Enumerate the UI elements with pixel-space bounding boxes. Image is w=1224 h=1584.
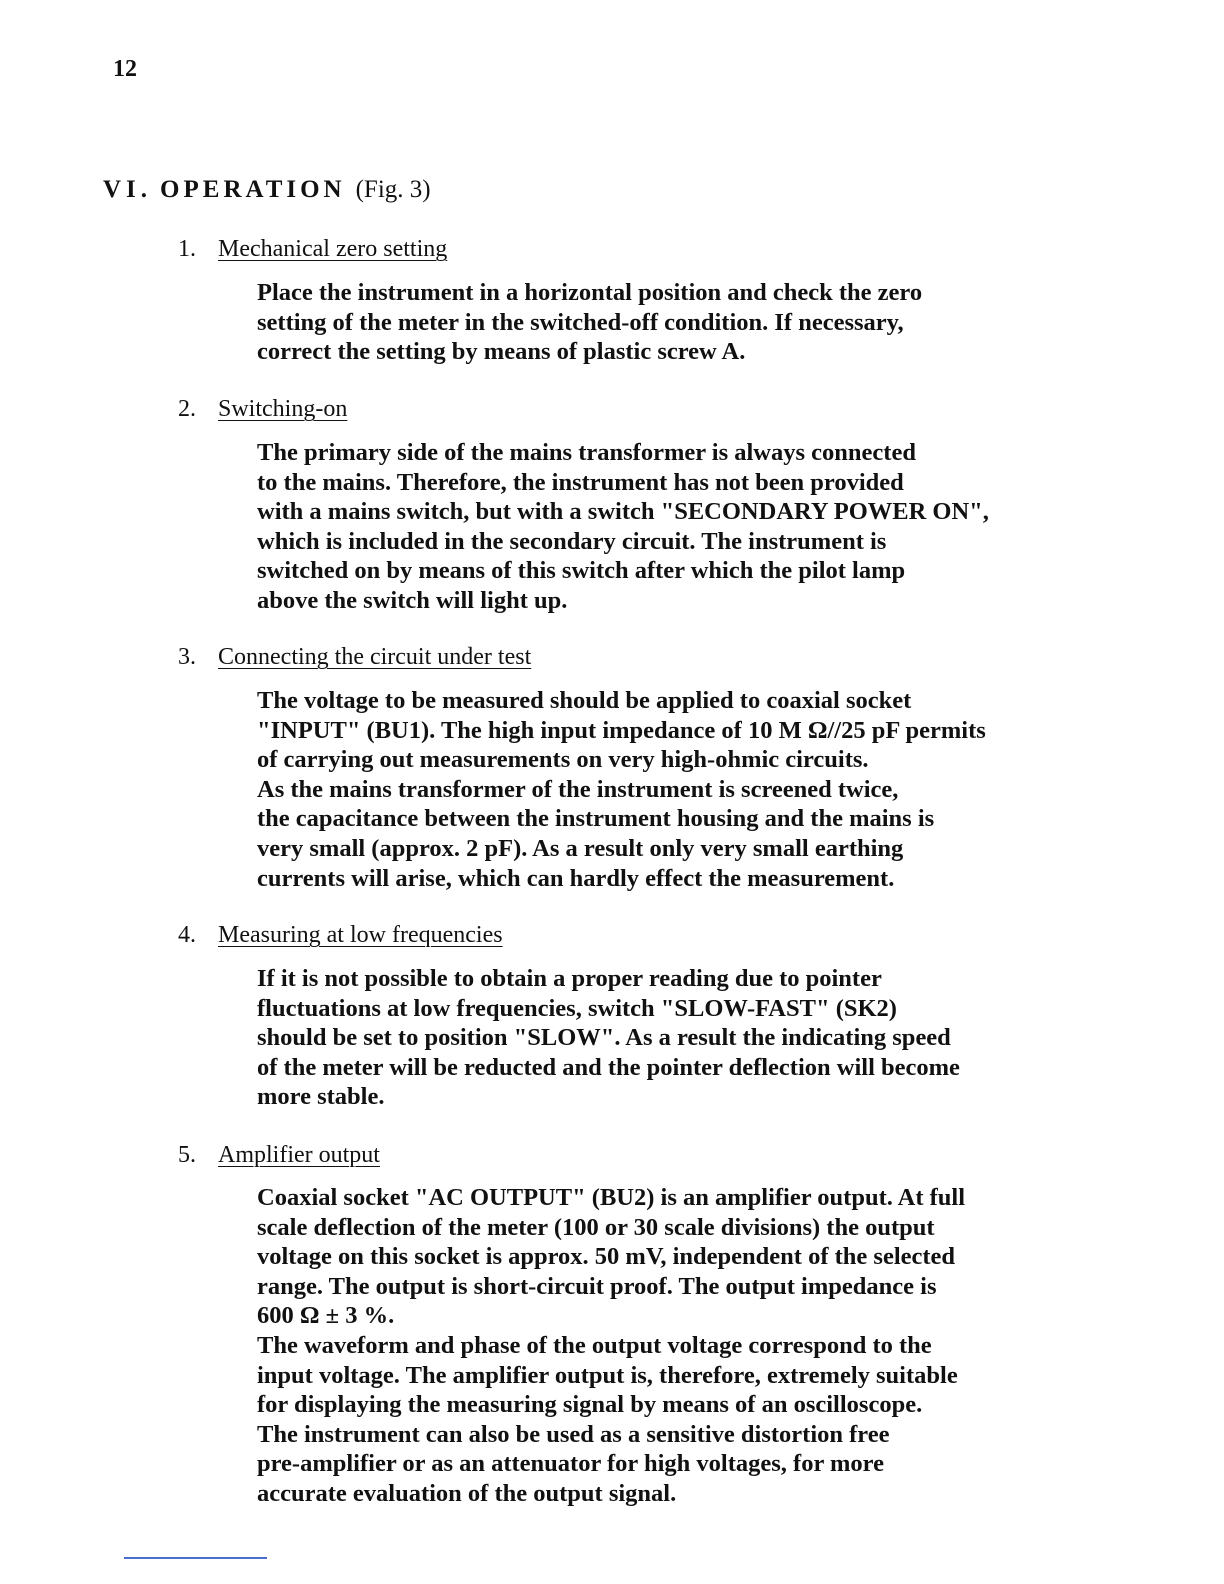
text-line: of carrying out measurements on very high-ohmic circuits. bbox=[257, 746, 869, 774]
text-line: to the mains. Therefore, the instrument has not been provided bbox=[257, 468, 904, 496]
text-line: pre-amplifier or as an attenuator for high voltages, for more bbox=[257, 1450, 884, 1478]
text-line: should be set to position "SLOW". As a result the indicating speed bbox=[257, 1024, 951, 1052]
text-line: Coaxial socket "AC OUTPUT" (BU2) is an amplifier output. At full bbox=[257, 1184, 966, 1211]
text-line: Place the instrument in a horizontal position and check the zero bbox=[257, 279, 923, 306]
text-line: If it is not possible to obtain a proper reading due to pointer bbox=[257, 965, 882, 992]
text-line: which is included in the secondary circuit. The instrument is bbox=[257, 527, 887, 555]
text-line: scale deflection of the meter (100 or 30 scale divisions) the output bbox=[257, 1213, 935, 1241]
text-line: The voltage to be measured should be applied to coaxial socket bbox=[257, 687, 912, 714]
section-number: 1. bbox=[178, 236, 196, 262]
chapter-number: VI. bbox=[103, 176, 153, 203]
text-line: input voltage. The amplifier output is, therefore, extremely suitable bbox=[257, 1361, 958, 1389]
section-heading-mechanical-zero bbox=[178, 236, 447, 263]
text-line: currents will arise, which can hardly effect the measurement. bbox=[257, 864, 895, 892]
text-line: As the mains transformer of the instrument is screened twice, bbox=[257, 775, 899, 803]
section-body-low-frequencies bbox=[257, 964, 960, 1112]
chapter-heading bbox=[103, 176, 431, 204]
text-line: The instrument can also be used as a sensitive distortion free bbox=[257, 1420, 890, 1448]
text-line: "INPUT" (BU1). The high input impedance of 10 M Ω//25 pF permits bbox=[257, 716, 986, 744]
text-line: The primary side of the mains transformer is always connected bbox=[257, 439, 916, 466]
text-line: voltage on this socket is approx. 50 mV, independent of the selected bbox=[257, 1243, 956, 1271]
section-body-connecting-circuit bbox=[257, 686, 986, 893]
section-number: 5. bbox=[178, 1142, 196, 1168]
section-body-mechanical-zero bbox=[257, 278, 922, 367]
text-line: the capacitance between the instrument housing and the mains is bbox=[257, 805, 935, 833]
text-line: switched on by means of this switch after which the pilot lamp bbox=[257, 557, 906, 585]
section-heading-low-frequencies bbox=[178, 922, 503, 949]
chapter-title: OPERATION bbox=[160, 176, 346, 203]
text-line: with a mains switch, but with a switch "SECONDARY POWER ON", bbox=[257, 498, 989, 526]
section-body-switching-on bbox=[257, 438, 989, 616]
text-line: 600 Ω ± 3 %. bbox=[257, 1302, 395, 1330]
text-line: accurate evaluation of the output signal. bbox=[257, 1479, 677, 1507]
section-title: Connecting the circuit under test bbox=[218, 644, 532, 670]
section-title: Amplifier output bbox=[218, 1142, 380, 1168]
text-line: setting of the meter in the switched-off condition. If necessary, bbox=[257, 308, 904, 336]
section-title: Switching-on bbox=[218, 396, 348, 422]
chapter-figure-ref: (Fig. 3) bbox=[355, 176, 431, 203]
section-heading-connecting-circuit bbox=[178, 644, 531, 671]
section-title: Measuring at low frequencies bbox=[218, 922, 503, 948]
text-line: very small (approx. 2 pF). As a result only very small earthing bbox=[257, 834, 904, 862]
text-line: above the switch will light up. bbox=[257, 586, 568, 614]
text-line: correct the setting by means of plastic screw A. bbox=[257, 338, 746, 366]
text-line: fluctuations at low frequencies, switch "SLOW-FAST" (SK2) bbox=[257, 994, 897, 1022]
section-number: 3. bbox=[178, 644, 196, 670]
section-heading-amplifier-output bbox=[178, 1142, 380, 1169]
text-line: of the meter will be reducted and the pointer deflection will become bbox=[257, 1053, 960, 1081]
text-line: more stable. bbox=[257, 1083, 385, 1111]
section-heading-switching-on bbox=[178, 396, 347, 423]
section-number: 2. bbox=[178, 396, 196, 422]
text-line: range. The output is short-circuit proof. The output impedance is bbox=[257, 1272, 937, 1300]
text-line: The waveform and phase of the output voltage correspond to the bbox=[257, 1331, 932, 1359]
text-line: for displaying the measuring signal by means of an oscilloscope. bbox=[257, 1391, 923, 1419]
section-number: 4. bbox=[178, 922, 196, 948]
page-number: 12 bbox=[113, 56, 137, 82]
section-title: Mechanical zero setting bbox=[218, 236, 448, 262]
section-body-amplifier-output bbox=[257, 1183, 965, 1509]
scan-edge-mark bbox=[124, 1557, 267, 1559]
